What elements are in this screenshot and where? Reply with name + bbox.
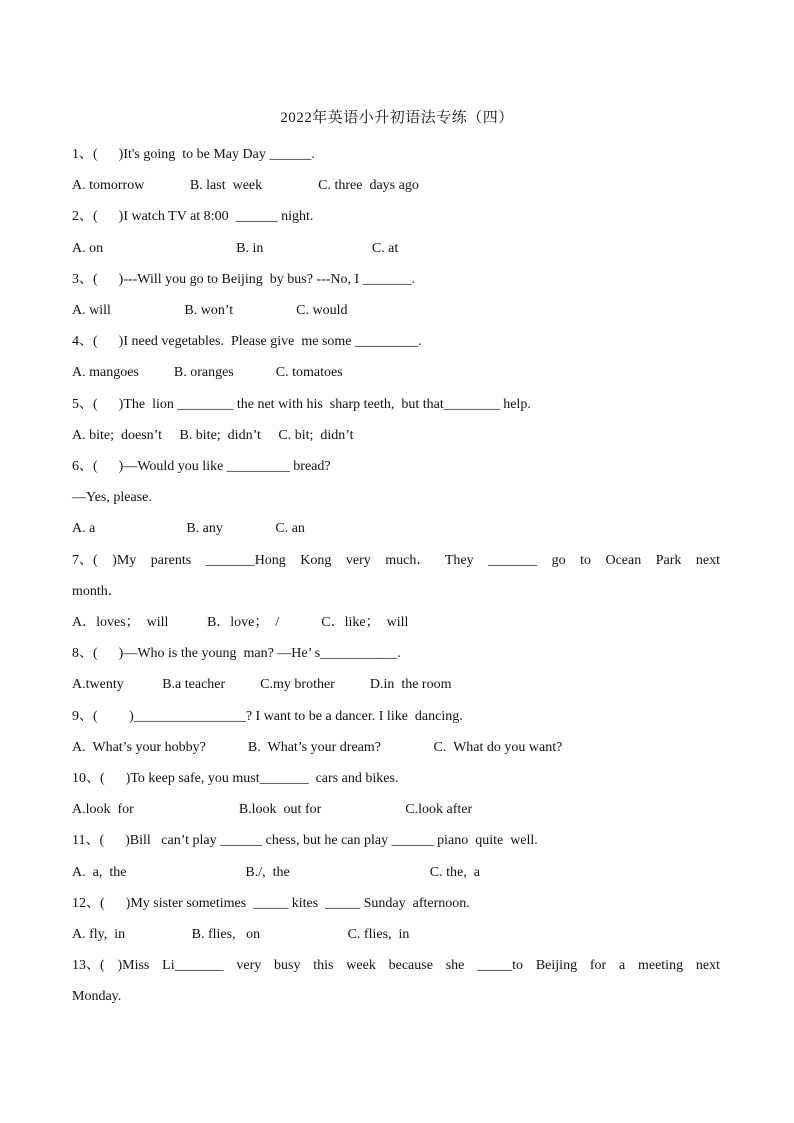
q1-question: 1、( )It's going to be May Day ______. (72, 147, 315, 162)
q8-question: 8、( )—Who is the young man? —He’ s___________. (72, 646, 401, 661)
page-title: 2022年英语小升初语法专练（四） (280, 110, 514, 126)
q11-question: 11、( )Bill can’t play ______ chess, but he can play ______ piano quite well. (72, 833, 538, 848)
q7-question-cont: month． (72, 584, 122, 599)
q10-question: 10、( )To keep safe, you must_______ cars and bikes. (72, 771, 399, 786)
q4-question: 4、( )I need vegetables. Please give me some _________. (72, 334, 422, 349)
q6-answer-line: —Yes, please. (72, 490, 152, 505)
q13-question-cont: Monday. (72, 989, 122, 1004)
q11-options: A. a, the B./, the C. the, a (72, 865, 480, 880)
q3-question: 3、( )---Will you go to Beijing by bus? ---No, I _______. (72, 272, 416, 287)
q6-question: 6、( )—Would you like _________ bread? (72, 459, 331, 474)
q13-question: 13、( )Miss Li_______ very busy this week because she _____to Beijing for a meeting next (72, 958, 720, 973)
q3-options: A. will B. won’t C. would (72, 303, 348, 318)
q2-options: A. on B. in C. at (72, 241, 399, 256)
q10-options: A.look for B.look out for C.look after (72, 802, 473, 817)
q4-options: A. mangoes B. oranges C. tomatoes (72, 365, 343, 380)
q7-options: A．loves； will B．love； / C．like； will (72, 615, 409, 630)
q6-options: A. a B. any C. an (72, 521, 305, 536)
q7-question: 7、( )My parents _______Hong Kong very much． They _______ go to Ocean Park next (72, 553, 720, 568)
q1-options: A. tomorrow B. last week C. three days ago (72, 178, 419, 193)
q5-options: A. bite; doesn’t B. bite; didn’t C. bit; didn’t (72, 428, 354, 443)
q9-options: A. What’s your hobby? B. What’s your dream? C. What do you want? (72, 740, 563, 755)
q12-question: 12、( )My sister sometimes _____ kites _____ Sunday afternoon. (72, 896, 470, 911)
q2-question: 2、( )I watch TV at 8:00 ______ night. (72, 209, 314, 224)
q9-question: 9、( )________________? I want to be a dancer. I like dancing. (72, 709, 463, 724)
q5-question: 5、( )The lion ________ the net with his sharp teeth, but that________ help. (72, 397, 531, 412)
q12-options: A. fly, in B. flies, on C. flies, in (72, 927, 410, 942)
q8-options: A.twenty B.a teacher C.my brother D.in the room (72, 677, 452, 692)
